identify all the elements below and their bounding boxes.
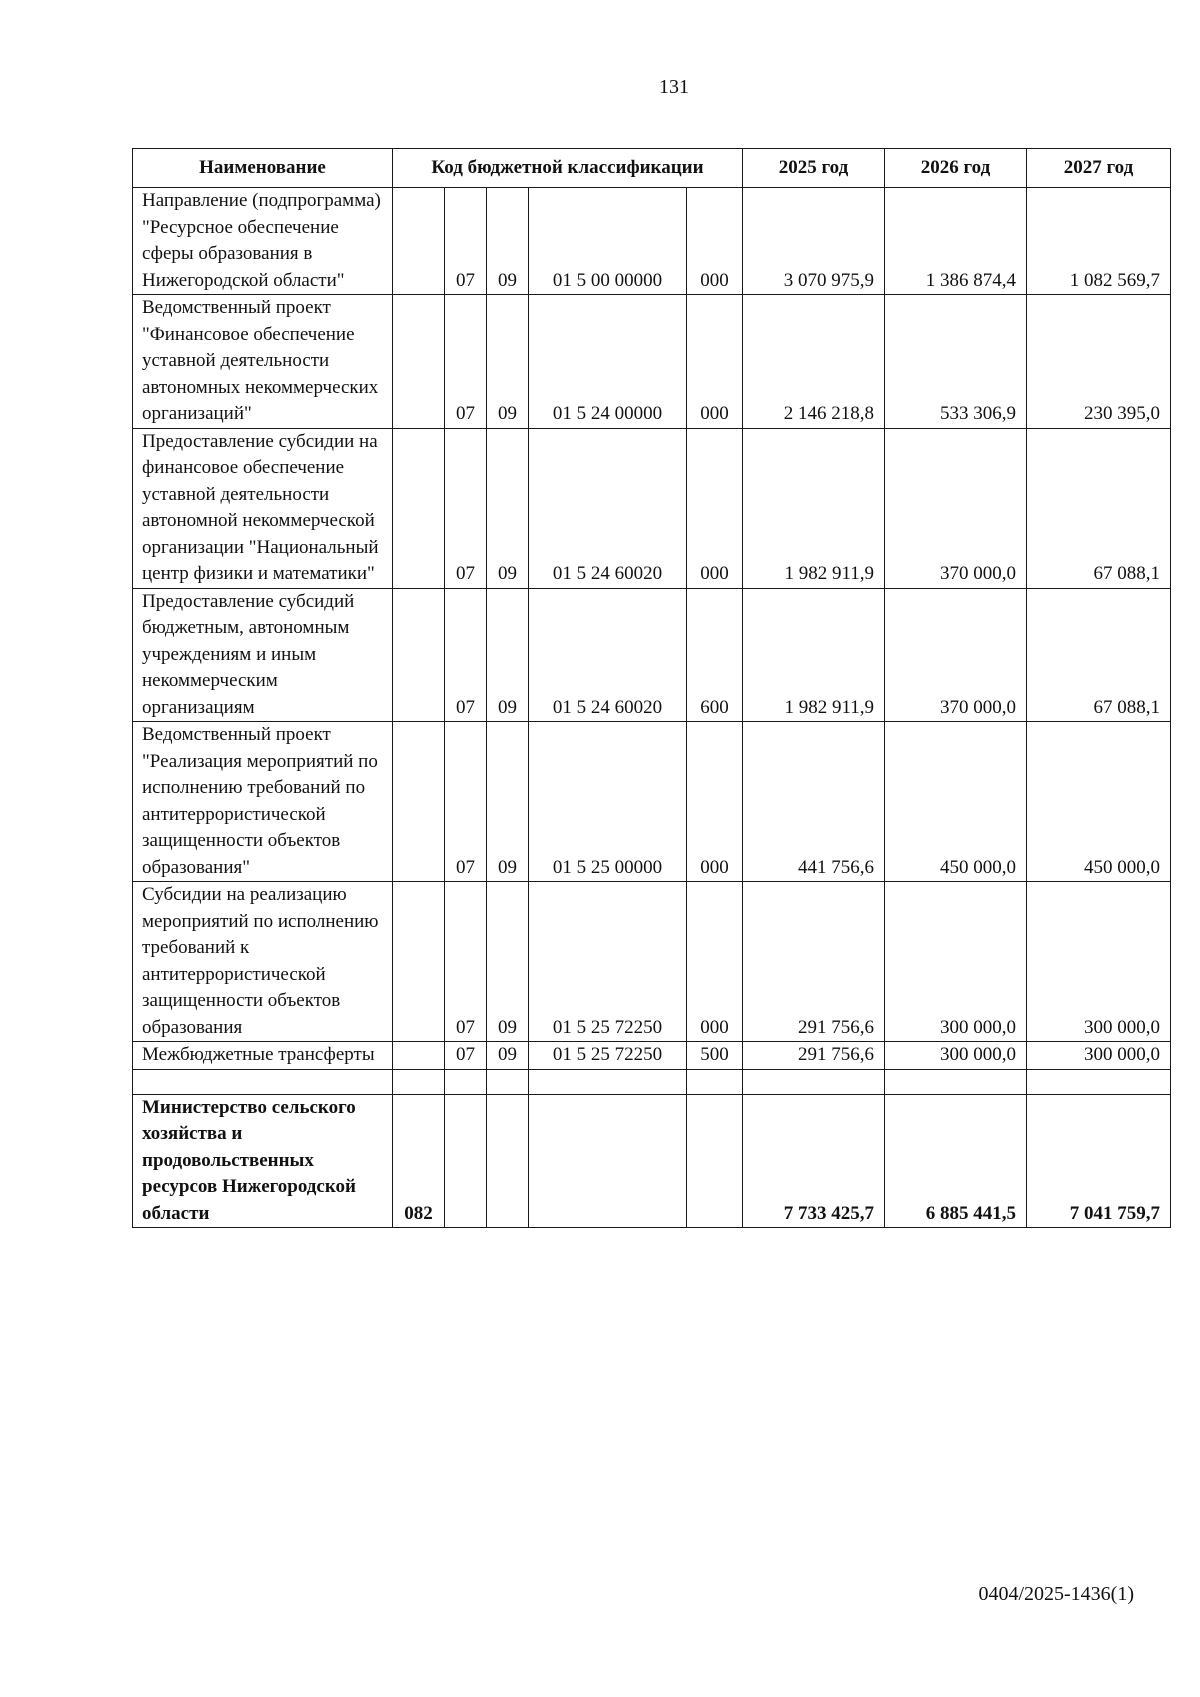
row-ved xyxy=(393,722,445,882)
row-name: Предоставление субсидий бюджетным, автономным учреждениям и иным некоммерческим организациям xyxy=(133,588,393,722)
row-2027: 300 000,0 xyxy=(1027,1042,1171,1070)
table-row xyxy=(133,882,1171,1042)
row-2026: 370 000,0 xyxy=(885,588,1027,722)
row-2026: 370 000,0 xyxy=(885,428,1027,588)
row-ved xyxy=(393,882,445,1042)
row-2025: 441 756,6 xyxy=(743,722,885,882)
row-vr: 000 xyxy=(687,188,743,295)
row-rz: 07 xyxy=(445,295,487,429)
page-number: 131 xyxy=(659,76,689,98)
ministry-row xyxy=(133,1094,1171,1228)
row-name: Субсидии на реализацию мероприятий по исполнению требований к антитеррористической защищенности объектов образования xyxy=(133,882,393,1042)
ministry-ved: 082 xyxy=(393,1094,445,1228)
row-2025: 1 982 911,9 xyxy=(743,428,885,588)
ministry-vr xyxy=(687,1094,743,1228)
row-vr: 600 xyxy=(687,588,743,722)
table-row xyxy=(133,428,1171,588)
row-name: Ведомственный проект "Финансовое обеспечение уставной деятельности автономных некоммерческих организаций" xyxy=(133,295,393,429)
table-row xyxy=(133,588,1171,722)
row-2025: 3 070 975,9 xyxy=(743,188,885,295)
row-rz: 07 xyxy=(445,882,487,1042)
row-pr: 09 xyxy=(487,1042,529,1070)
row-2027: 450 000,0 xyxy=(1027,722,1171,882)
row-pr: 09 xyxy=(487,295,529,429)
row-ved xyxy=(393,1042,445,1070)
row-vr: 000 xyxy=(687,428,743,588)
row-2026: 1 386 874,4 xyxy=(885,188,1027,295)
row-rz: 07 xyxy=(445,722,487,882)
row-csr: 01 5 24 00000 xyxy=(529,295,687,429)
row-ved xyxy=(393,188,445,295)
row-vr: 500 xyxy=(687,1042,743,1070)
row-2027: 230 395,0 xyxy=(1027,295,1171,429)
row-vr: 000 xyxy=(687,882,743,1042)
row-rz: 07 xyxy=(445,1042,487,1070)
row-vr: 000 xyxy=(687,722,743,882)
empty-row xyxy=(133,1069,1171,1094)
document-number: 0404/2025-1436(1) xyxy=(978,1583,1134,1605)
row-ved xyxy=(393,295,445,429)
ministry-2026: 6 885 441,5 xyxy=(885,1094,1027,1228)
row-2026: 300 000,0 xyxy=(885,882,1027,1042)
row-2026: 450 000,0 xyxy=(885,722,1027,882)
row-name: Предоставление субсидии на финансовое обеспечение уставной деятельности автономной некоммерческой организации "Национальный центр физики и математики" xyxy=(133,428,393,588)
row-pr: 09 xyxy=(487,188,529,295)
row-rz: 07 xyxy=(445,588,487,722)
row-csr: 01 5 24 60020 xyxy=(529,588,687,722)
header-2026: 2026 год xyxy=(885,149,1027,188)
table-row xyxy=(133,295,1171,429)
row-pr: 09 xyxy=(487,722,529,882)
row-pr: 09 xyxy=(487,882,529,1042)
row-pr: 09 xyxy=(487,588,529,722)
header-name: Наименование xyxy=(133,149,393,188)
budget-table xyxy=(132,148,1171,1228)
row-2026: 533 306,9 xyxy=(885,295,1027,429)
row-name: Межбюджетные трансферты xyxy=(133,1042,393,1070)
row-rz: 07 xyxy=(445,188,487,295)
ministry-name: Министерство сельского хозяйства и продовольственных ресурсов Нижегородской области xyxy=(133,1094,393,1228)
row-csr: 01 5 25 00000 xyxy=(529,722,687,882)
row-ved xyxy=(393,588,445,722)
table-header-row xyxy=(133,149,1171,188)
row-2025: 2 146 218,8 xyxy=(743,295,885,429)
row-name: Направление (подпрограмма) "Ресурсное обеспечение сферы образования в Нижегородской области" xyxy=(133,188,393,295)
row-ved xyxy=(393,428,445,588)
header-2025: 2025 год xyxy=(743,149,885,188)
table-row xyxy=(133,1042,1171,1070)
table-row xyxy=(133,188,1171,295)
row-2026: 300 000,0 xyxy=(885,1042,1027,1070)
row-name: Ведомственный проект "Реализация мероприятий по исполнению требований по антитеррористической защищенности объектов образования" xyxy=(133,722,393,882)
table-row xyxy=(133,722,1171,882)
ministry-2027: 7 041 759,7 xyxy=(1027,1094,1171,1228)
header-code: Код бюджетной классификации xyxy=(393,149,743,188)
row-2027: 300 000,0 xyxy=(1027,882,1171,1042)
ministry-rz xyxy=(445,1094,487,1228)
ministry-pr xyxy=(487,1094,529,1228)
row-csr: 01 5 00 00000 xyxy=(529,188,687,295)
ministry-csr xyxy=(529,1094,687,1228)
row-2027: 67 088,1 xyxy=(1027,588,1171,722)
header-2027: 2027 год xyxy=(1027,149,1171,188)
row-csr: 01 5 24 60020 xyxy=(529,428,687,588)
row-2025: 291 756,6 xyxy=(743,882,885,1042)
ministry-2025: 7 733 425,7 xyxy=(743,1094,885,1228)
row-2027: 1 082 569,7 xyxy=(1027,188,1171,295)
row-2025: 1 982 911,9 xyxy=(743,588,885,722)
row-2027: 67 088,1 xyxy=(1027,428,1171,588)
row-csr: 01 5 25 72250 xyxy=(529,882,687,1042)
row-vr: 000 xyxy=(687,295,743,429)
row-csr: 01 5 25 72250 xyxy=(529,1042,687,1070)
row-rz: 07 xyxy=(445,428,487,588)
row-pr: 09 xyxy=(487,428,529,588)
row-2025: 291 756,6 xyxy=(743,1042,885,1070)
